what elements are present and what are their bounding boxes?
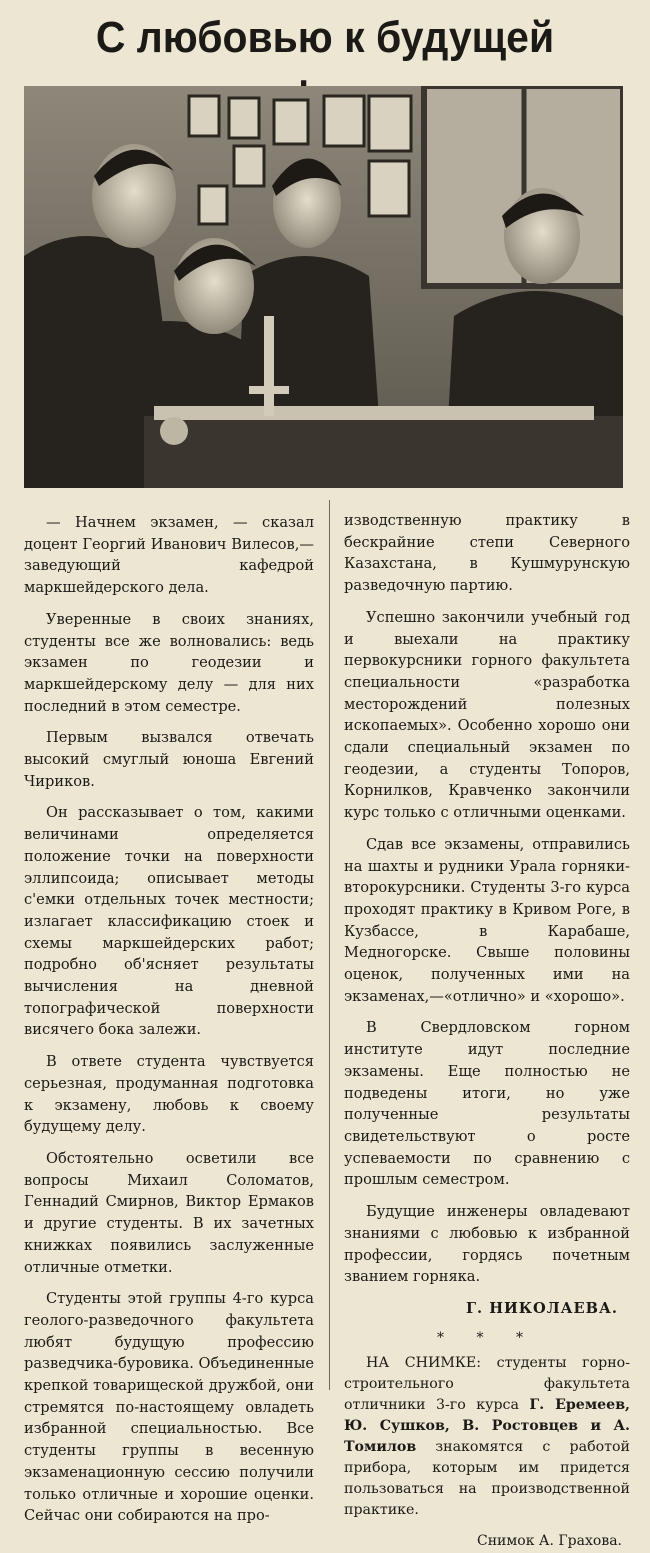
caption-lead: НА СНИМКЕ: студенты горно-строительного факультета отличники 3-го курса xyxy=(344,1355,630,1414)
paragraph: Сдав все экзамены, отправились на шахты и рудники Урала горняки-второкурсники. Студенты 3-го курса проходят практику в Кривом Роге, в Кузбассе, в Карабаше, Медногорске. Свыше половины оценок, полученных ими на экзаменах,—«отлично» и «хорошо». xyxy=(344,835,630,1005)
paragraph: Обстоятельно осветили все вопросы Михаил Соломатов, Геннадий Смирнов, Виктор Ермаков и другие студенты. В их зачетных книжках появились заслуженные отличные отметки. xyxy=(24,1149,314,1276)
headline: С любовью к будущей xyxy=(95,13,555,62)
paragraph: В ответе студента чувствуется серьезная, продуманная подготовка к экзамену, любовь к своему будущему делу. xyxy=(24,1053,314,1136)
right-column xyxy=(344,510,630,1553)
paragraph: изводственную практику в бескрайние степи Северного Казахстана, в Кушмурунскую разведочную партию. xyxy=(344,512,630,595)
paragraph: Уверенные в своих знаниях, студенты все же волновались: ведь экзамен по геодезии и маркшейдерскому делу — для них последний в этом семестре. xyxy=(24,610,314,715)
author-signature: Г. НИКОЛАЕВА. xyxy=(465,1299,618,1317)
article-photo xyxy=(24,86,623,488)
paragraph: — Начнем экзамен, — сказал доцент Георгий Иванович Вилесов,—заведующий кафедрой маркшейдерского дела. xyxy=(24,514,314,597)
paragraph: Успешно закончили учебный год и выехали на практику первокурсники горного факультета специальности «разработка месторождений полезных ископаемых». Особенно хорошо они сдали специальный экзамен по геодезии, а студенты Топоров, Корнилков, Кравченко закончили курс только с отличными оценками. xyxy=(344,608,630,822)
caption-names: Г. Еремеев, Ю. Сушков, В. Ростовцев и А. Томилов xyxy=(344,1397,630,1456)
caption-tail: знакомятся с работой прибора, которым им придется пользоваться на производственной практике. xyxy=(344,1439,630,1519)
photo-credit: Снимок А. Грахова. xyxy=(477,1533,622,1550)
paragraph: Первым вызвался отвечать высокий смуглый юноша Евгений Чириков. xyxy=(24,729,314,790)
left-column xyxy=(24,512,314,1537)
paragraph: Студенты этой группы 4-го курса геолого-разведочного факультета любят будущую профессию разведчика-буровика. Объединенные крепкой товарищеской дружбой, они стремятся по-настоящему овладеть избранной специальностью. Все студенты группы в весенную экзаменационную сессию получили только отличные и хорошие оценки. Сейчас они собираются на про- xyxy=(24,1290,314,1525)
paragraph: Он рассказывает о том, какими величинами определяется положение точки на поверхности эллипсоида; описывает методы с'емки отдельных точек местности; излагает классификацию стоек и схемы маркшейдерских работ; подробно об'ясняет результаты вычисления на дневной топографической поверхности висячего бока залежи. xyxy=(24,804,314,1039)
photo-caption xyxy=(344,1353,630,1521)
column-divider xyxy=(329,500,330,1390)
separator-stars: * * * xyxy=(437,1329,537,1346)
paragraph: В Свердловском горном институте идут последние экзамены. Еще полностью не подведены итоги, но уже полученные результаты свидетельствуют о росте успеваемости по сравнению с прошлым семестром. xyxy=(344,1019,630,1189)
paragraph: Будущие инженеры овладевают знаниями с любовью к избранной профессии, гордясь почетным званием горняка. xyxy=(344,1203,630,1286)
